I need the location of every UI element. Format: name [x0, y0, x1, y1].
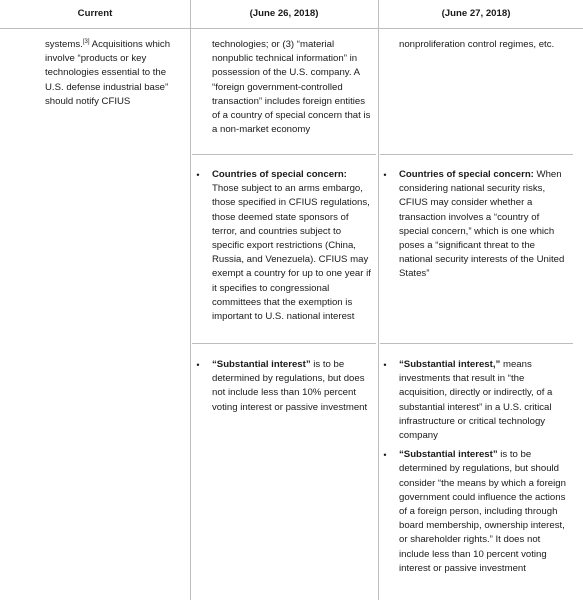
- table-header: [0, 0, 583, 29]
- column-divider: [190, 0, 191, 600]
- row-divider: [192, 154, 376, 155]
- bullet-icon: •: [383, 450, 387, 461]
- row-divider: [380, 343, 573, 344]
- table-cell-june-26: [193, 358, 371, 420]
- bullet-icon: •: [383, 360, 387, 370]
- table-cell-june-26: [212, 38, 372, 137]
- cell-text: systems.[3] Acquisitions which involve “products or key technologies essential to the U.S. defense industrial base” should notify CFIUS: [45, 38, 171, 107]
- column-header-june-26: (June 26, 2018): [249, 8, 319, 19]
- list-item: • Countries of special concern: Those subject to an arms embargo, those specified in CFIUS regulations, those deemed state sponsors of terror, and countries subject to specific export restrictions (China, Russia, and Venezuela). CFIUS may exempt a country for up to one year if it specifies to congressional committees that the exemption is important to U.S. national interest: [193, 168, 371, 324]
- column-header-june-27: (June 27, 2018): [441, 8, 511, 19]
- row-divider: [380, 154, 573, 155]
- cell-text: technologies; or (3) “material nonpublic technical information” in possession of the U.S. company. A “foreign government-controlled transaction” includes foreign entities of a country of special concern that is a non-market economy: [212, 39, 371, 136]
- table-cell-june-27: [380, 168, 568, 287]
- cell-text: nonproliferation control regimes, etc.: [399, 39, 555, 50]
- list-item: • “Substantial interest,” means investments that result in “the acquisition, directly or indirectly, of a substantial interest” in a U.S. critical infrastructure or critical technology company: [380, 358, 568, 443]
- column-divider: [378, 0, 379, 600]
- bullet-icon: •: [196, 360, 200, 370]
- list-item: • Countries of special concern: When considering national security risks, CFIUS may consider whether a transaction involves a “country of special concern,” which is one which poses a “significant threat to the national security interests of the United States”: [380, 168, 568, 282]
- column-header-current: Current: [77, 8, 113, 19]
- row-divider: [192, 343, 376, 344]
- bullet-icon: •: [383, 170, 387, 180]
- table-cell-june-27: [399, 38, 571, 52]
- bullet-icon: •: [196, 170, 200, 180]
- table-cell-june-27: [380, 358, 568, 581]
- table-cell-current: [45, 38, 183, 109]
- list-item: • “Substantial interest” is to be determined by regulations, but should consider “the means by which a foreign government could influence the actions of a foreign person, including through board membership, ownership interest, or shareholder rights.” It does not include less than 10 percent voting interest or passive investment: [380, 448, 568, 576]
- list-item: • “Substantial interest” is to be determined by regulations, but does not include less than 10% percent voting interest or passive investment: [193, 358, 371, 415]
- table-cell-june-26: [193, 168, 371, 329]
